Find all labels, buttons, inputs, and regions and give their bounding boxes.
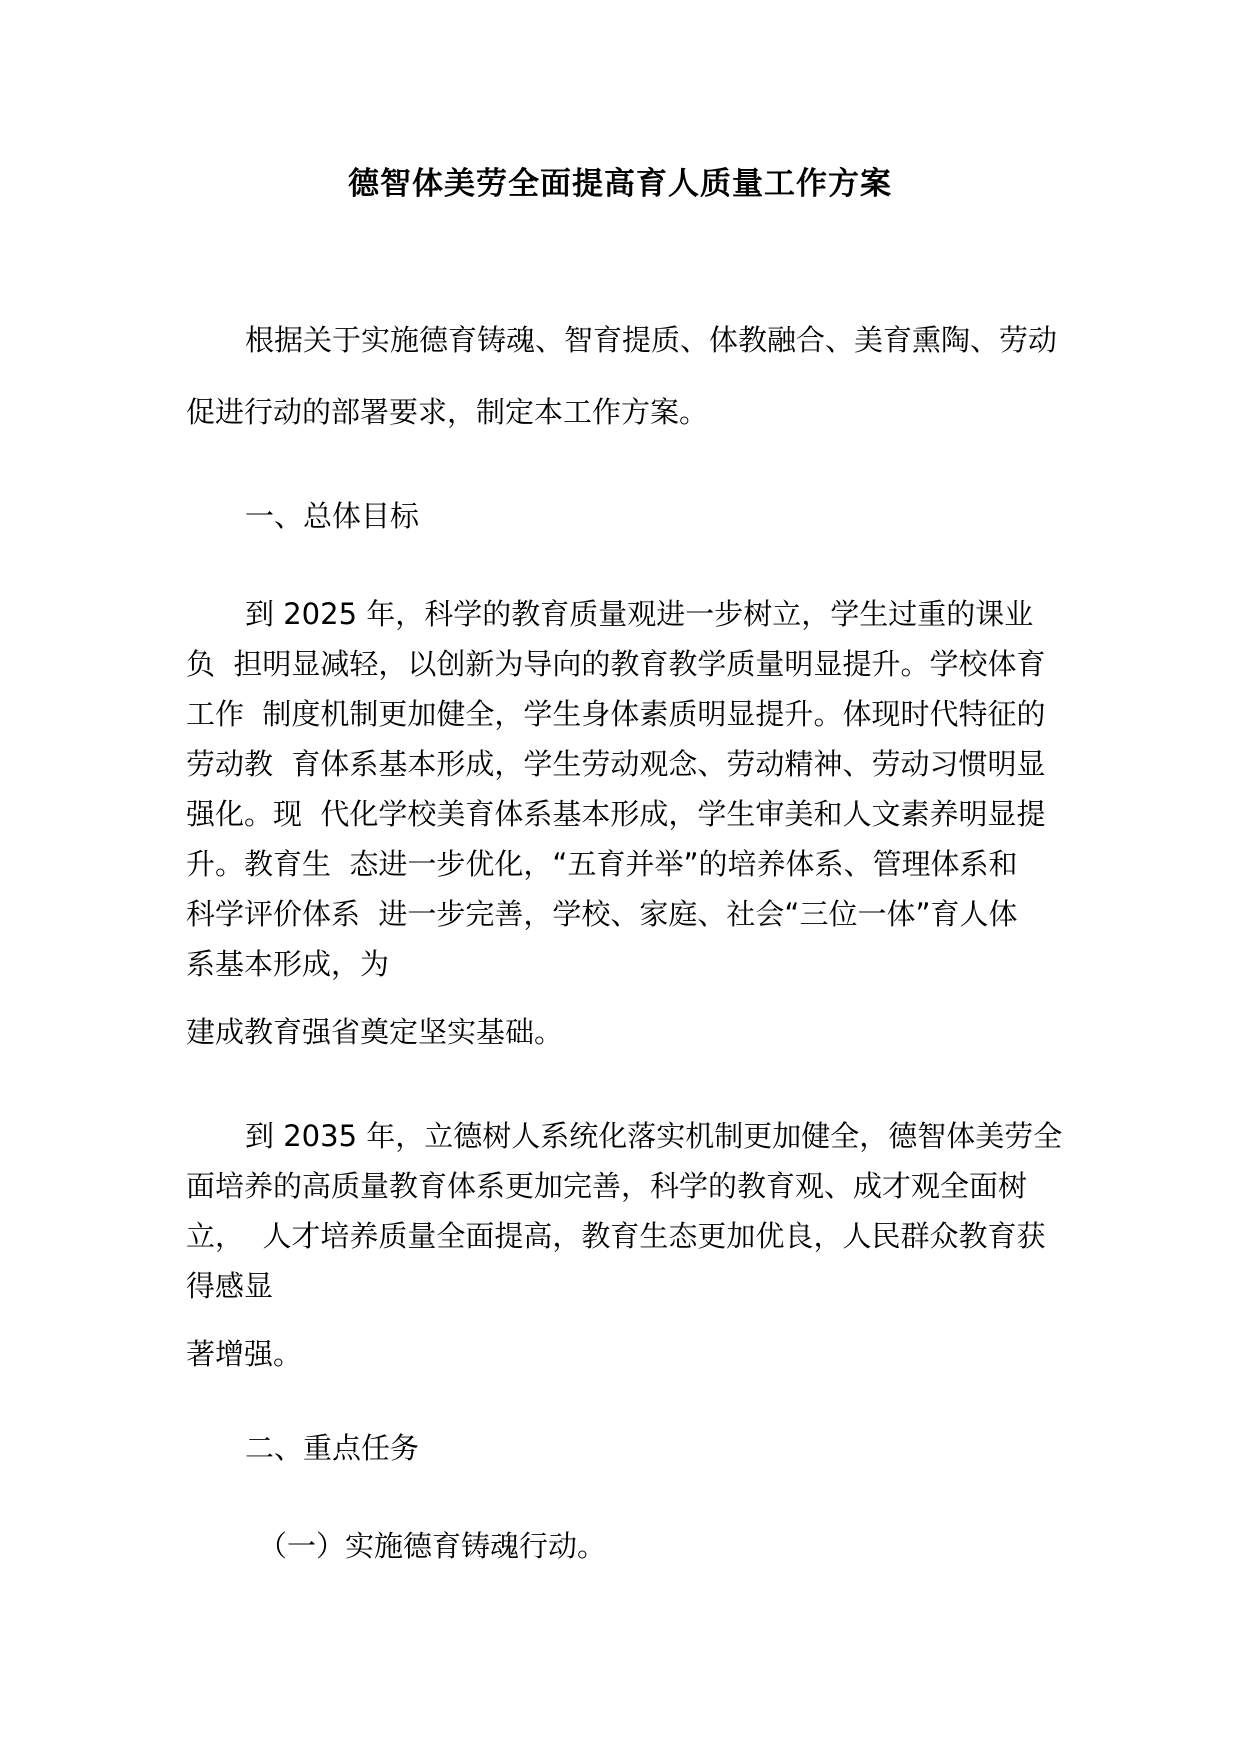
paragraph-line: 著增强。 [186,1337,303,1371]
paragraph-line: 建成教育强省奠定坚实基础。 [186,1015,564,1049]
paragraph-line: 升。教育生 态进一步优化，“五育并举”的培养体系、管理体系和 [186,847,1018,881]
paragraph-line: 到 2035 年，立德树人系统化落实机制更加健全，德智体美劳全 [245,1119,1063,1153]
section-heading: 一、总体目标 [245,499,420,533]
paragraph-line: 立， 人才培养质量全面提高，教育生态更加优良，人民群众教育获 [186,1219,1046,1253]
paragraph-line: 到 2025 年，科学的教育质量观进一步树立，学生过重的课业 [245,597,1034,631]
intro-line: 根据关于实施德育铸魂、智育提质、体教融合、美育熏陶、劳动 [245,323,1058,357]
intro-line: 促进行动的部署要求，制定本工作方案。 [186,395,709,429]
section-heading: 二、重点任务 [245,1431,420,1465]
paragraph-line: 工作 制度机制更加健全，学生身体素质明显提升。体现时代特征的 [186,697,1046,731]
paragraph-line: 劳动教 育体系基本形成，学生劳动观念、劳动精神、劳动习惯明显 [186,747,1046,781]
document-title: 德智体美劳全面提高育人质量工作方案 [348,166,892,202]
paragraph-line: 科学评价体系 进一步完善，学校、家庭、社会“三位一体”育人体 [186,897,1018,931]
paragraph-line: 得感显 [186,1269,274,1303]
subsection-heading: （一）实施德育铸魂行动。 [258,1529,607,1563]
paragraph-line: 系基本形成，为 [186,947,390,981]
paragraph-line: 负 担明显减轻，以创新为导向的教育教学质量明显提升。学校体育 [186,647,1046,681]
paragraph-line: 面培养的高质量教育体系更加完善，科学的教育观、成才观全面树 [186,1169,1028,1203]
paragraph-line: 强化。现 代化学校美育体系基本形成，学生审美和人文素养明显提 [186,797,1046,831]
